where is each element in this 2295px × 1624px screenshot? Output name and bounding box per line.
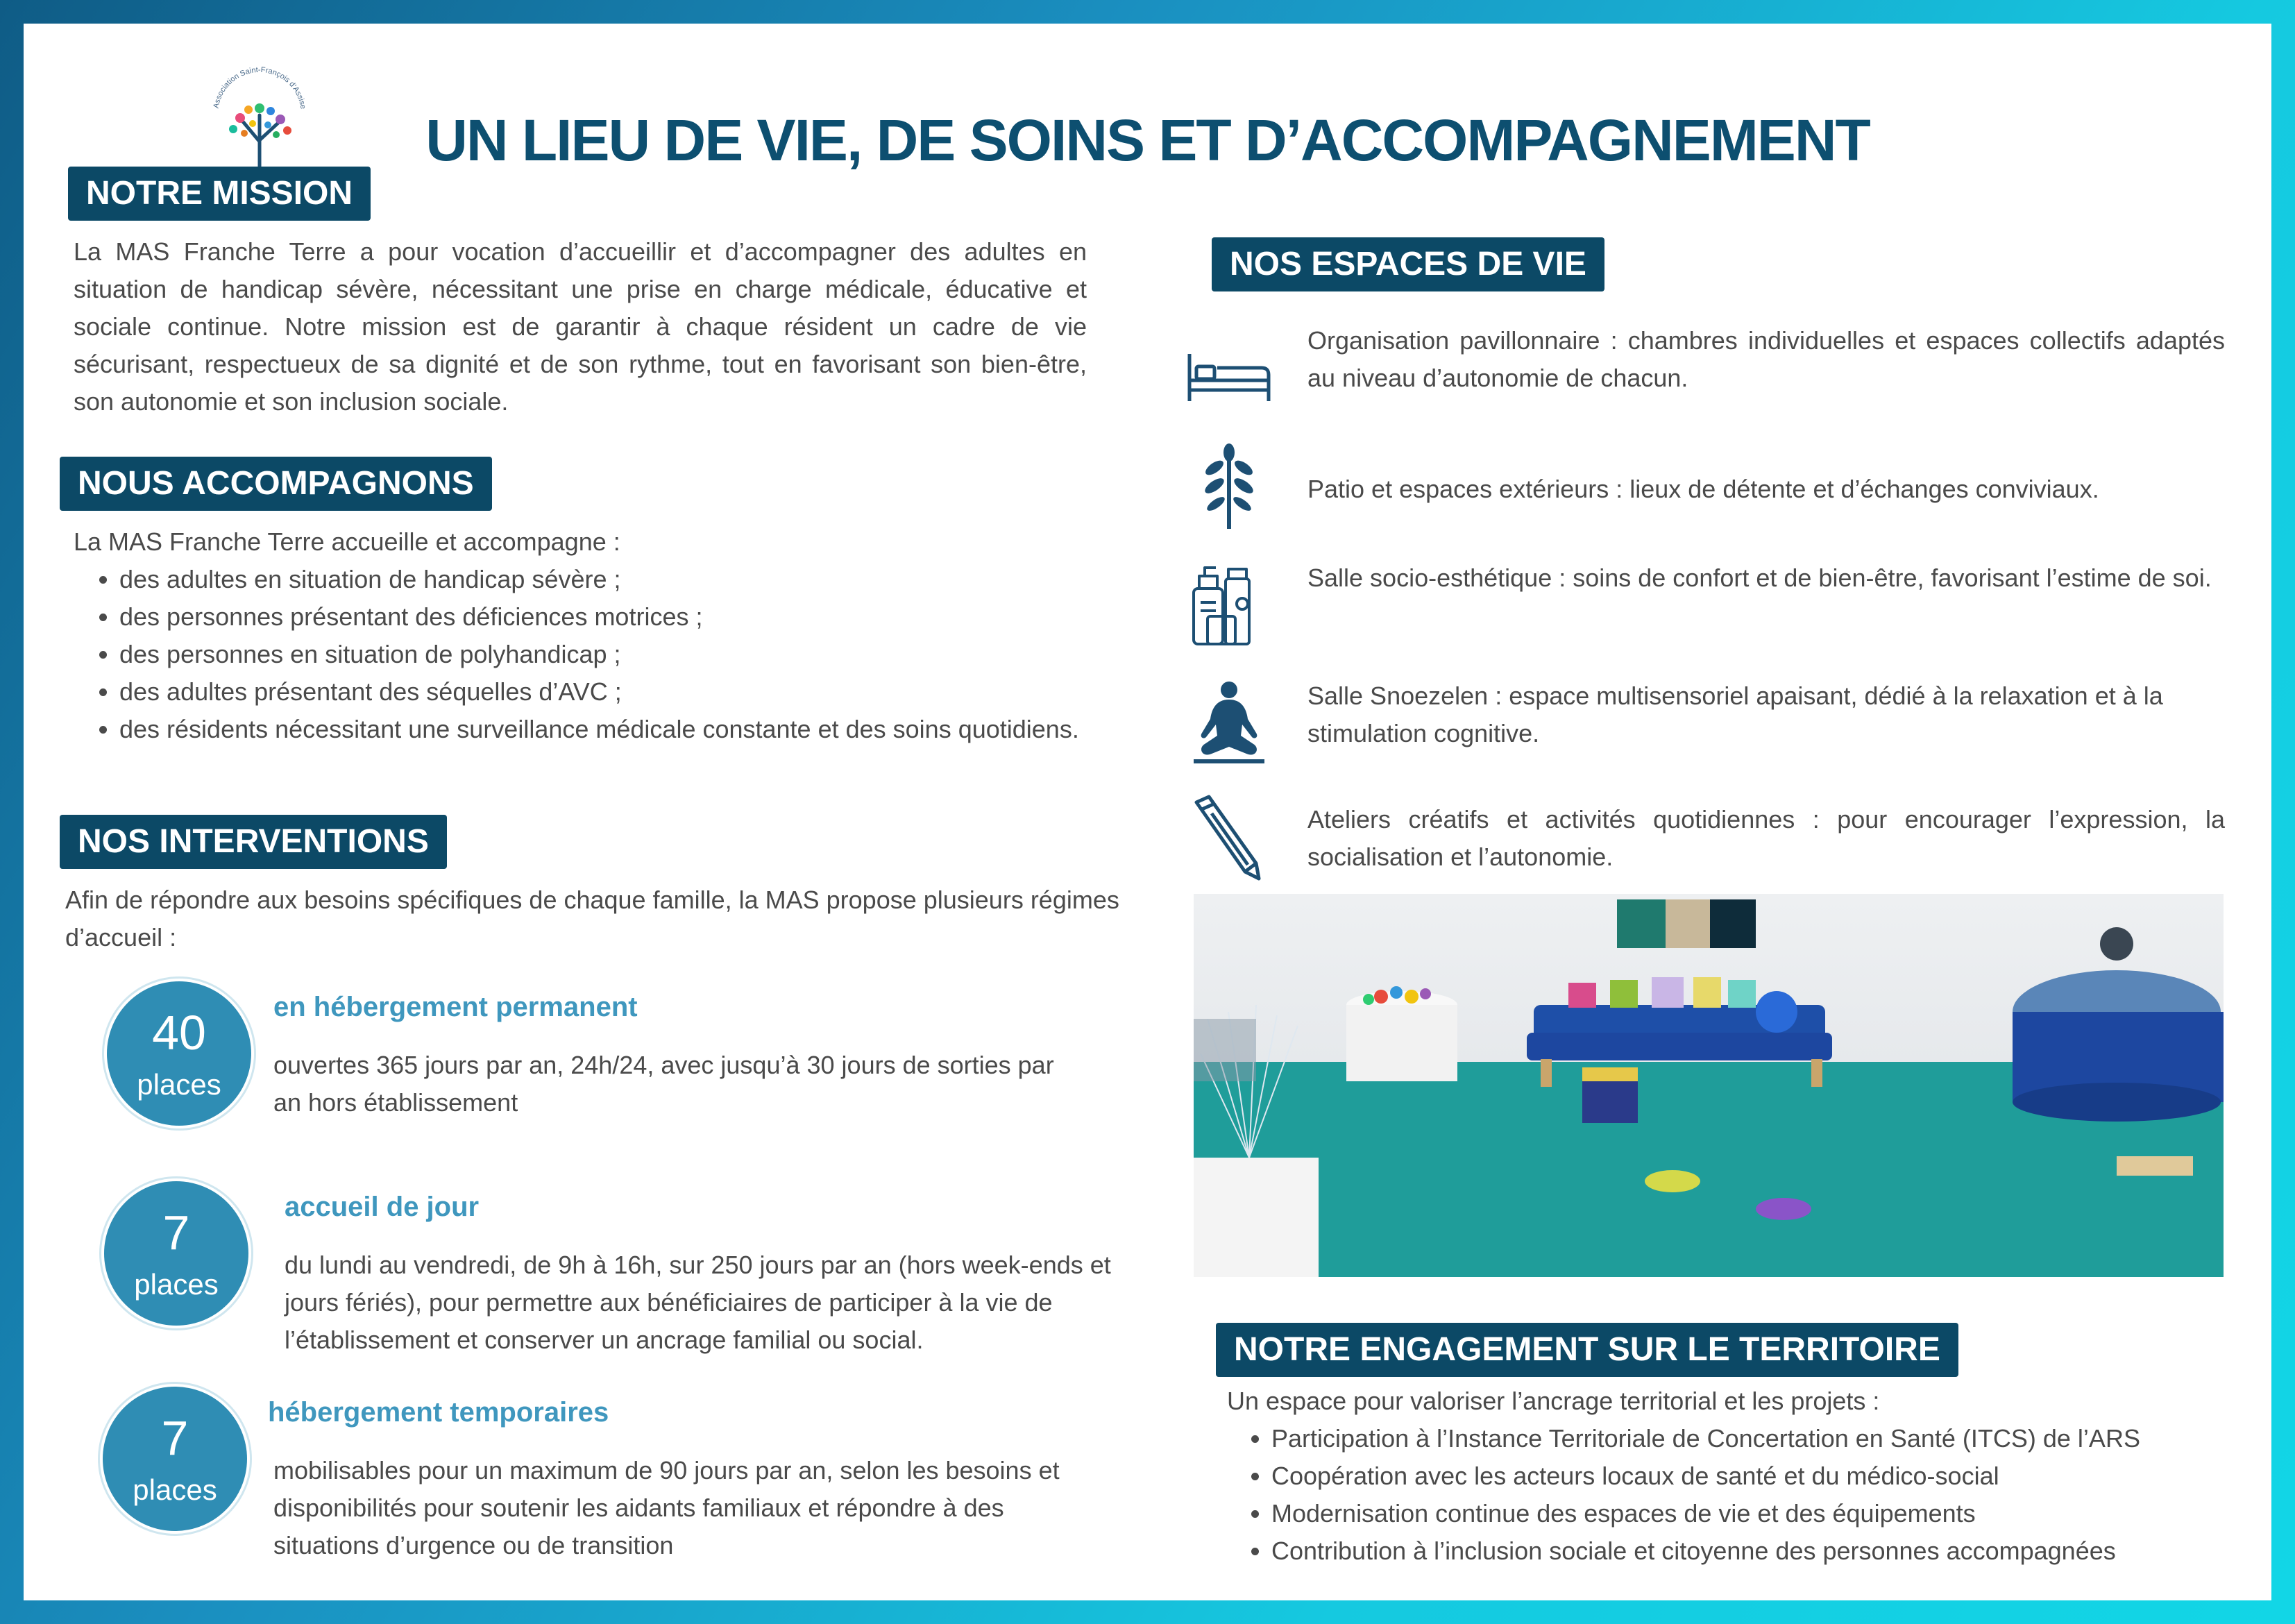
espaces-heading: NOS ESPACES DE VIE xyxy=(1212,237,1604,291)
snoezelen-room-photo xyxy=(1194,894,2224,1277)
regime-unit: places xyxy=(134,1268,219,1301)
espace-esthetique-text: Salle socio-esthétique : soins de confort et de bien-être, favorisant l’estime de soi. xyxy=(1307,564,2212,592)
accompagnons-heading: NOUS ACCOMPAGNONS xyxy=(60,457,492,511)
engagement-list xyxy=(1224,1420,2271,1570)
mission-text: La MAS Franche Terre a pour vocation d’accueillir et d’accompagner des adultes en situation de handicap sévère, nécessitant une prise en charge médicale, éducative et sociale continue. Notre mission est de garantir à chaque résident un cadre de vie sécurisant, respectueux de sa dignité et de son rythme, tout en favorisant son bien-être, son autonomie et son inclusion sociale. xyxy=(74,237,1087,416)
accompagnons-list xyxy=(72,561,1119,748)
regime-count: 40 xyxy=(152,1006,206,1060)
regime-temporaire-title: hébergement temporaires xyxy=(268,1397,609,1428)
regime-jour-title: accueil de jour xyxy=(285,1192,480,1222)
espace-snoezelen-text: Salle Snoezelen : espace multisensoriel apaisant, dédié à la relaxation et à la stimulation cognitive. xyxy=(1307,682,2163,747)
interventions-heading: NOS INTERVENTIONS xyxy=(60,815,447,869)
list-item: • Participation à l’Instance Territoriale de Concertation en Santé (ITCS) de l’ARS xyxy=(1271,1420,2271,1457)
regime-count: 7 xyxy=(161,1411,189,1465)
regime-jour-text: du lundi au vendredi, de 9h à 16h, sur 250 jours par an (hors week-ends et jours fériés), pour permettre aux bénéficiaires de participer à la vie de l’établissement et conserver un ancrage familial ou social. xyxy=(285,1251,1111,1354)
meditation-icon xyxy=(1184,677,1274,768)
accompagnons-intro: La MAS Franche Terre accueille et accompagne : xyxy=(74,527,620,556)
regime-jour-circle xyxy=(104,1181,248,1326)
list-item: • Contribution à l’inclusion sociale et citoyenne des personnes accompagnées xyxy=(1271,1532,2271,1570)
list-item: • des résidents nécessitant une surveillance médicale constante et des soins quotidiens. xyxy=(119,711,1119,748)
regime-count: 7 xyxy=(162,1206,190,1260)
regime-temporaire-text: mobilisables pour un maximum de 90 jours par an, selon les besoins et disponibilités pour soutenir les aidants familiaux et répondre à des situations d’urgence ou de transition xyxy=(273,1456,1060,1559)
regime-unit: places xyxy=(137,1068,221,1101)
list-item: • des personnes présentant des déficiences motrices ; xyxy=(119,598,1119,636)
engagement-heading: NOTRE ENGAGEMENT SUR LE TERRITOIRE xyxy=(1216,1323,1958,1377)
engagement-intro: Un espace pour valoriser l’ancrage territorial et les projets : xyxy=(1227,1387,1880,1415)
cosmetics-icon xyxy=(1184,561,1274,651)
espace-ateliers-text: Ateliers créatifs et activités quotidiennes : pour encourager l’expression, la socialisation et l’autonomie. xyxy=(1307,805,2225,871)
list-item: • Modernisation continue des espaces de vie et des équipements xyxy=(1271,1495,2271,1532)
pencil-icon xyxy=(1184,793,1274,883)
bed-icon xyxy=(1184,332,1274,422)
page-title: UN LIEU DE VIE, DE SOINS ET D’ACCOMPAGNEMENT xyxy=(425,108,1870,173)
poster-page xyxy=(24,24,2271,1600)
list-item: • des adultes en situation de handicap sévère ; xyxy=(119,561,1119,598)
interventions-intro: Afin de répondre aux besoins spécifiques de chaque famille, la MAS propose plusieurs régimes d’accueil : xyxy=(65,886,1119,951)
svg-text:Association Saint-François d'A: Association Saint-François d'Assise xyxy=(212,65,307,110)
regime-permanent-title: en hébergement permanent xyxy=(273,992,638,1022)
list-item: • des adultes présentant des séquelles d’AVC ; xyxy=(119,673,1119,711)
regime-permanent-text: ouvertes 365 jours par an, 24h/24, avec jusqu’à 30 jours de sorties par an hors établissement xyxy=(273,1051,1054,1117)
regime-unit: places xyxy=(133,1473,217,1506)
regime-temporaire-circle xyxy=(103,1387,247,1531)
regime-permanent-circle xyxy=(107,981,251,1126)
list-item: • Coopération avec les acteurs locaux de santé et du médico-social xyxy=(1271,1457,2271,1495)
list-item: • des personnes en situation de polyhandicap ; xyxy=(119,636,1119,673)
espace-patio-text: Patio et espaces extérieurs : lieux de détente et d’échanges conviviaux. xyxy=(1307,475,2099,503)
espace-chambres-text: Organisation pavillonnaire : chambres individuelles et espaces collectifs adaptés au niveau d’autonomie de chacun. xyxy=(1307,326,2225,392)
plant-icon xyxy=(1184,443,1274,533)
mission-heading: NOTRE MISSION xyxy=(68,167,371,221)
